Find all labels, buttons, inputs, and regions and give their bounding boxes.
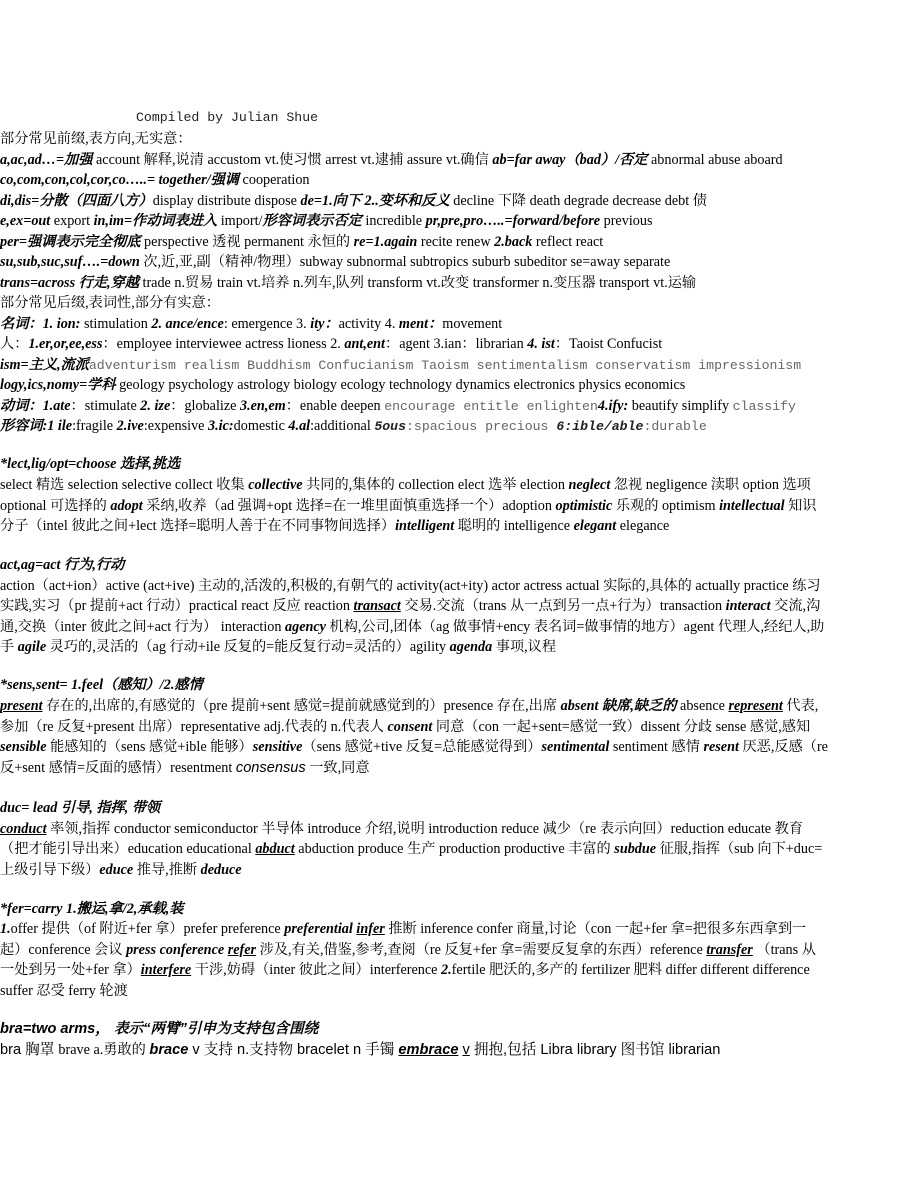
lect-text: 聪明的 intelligence	[454, 518, 574, 534]
prefix-examples: incredible	[361, 213, 426, 229]
duc-key-word: subdue	[614, 841, 657, 857]
section-heading-lect: *lect,lig/opt=choose 选择,挑选	[0, 456, 181, 472]
prefix-term: e,ex=out	[0, 213, 51, 229]
act-text: 手	[0, 639, 18, 655]
duc-text: 上级引导下级）	[0, 862, 100, 878]
prefix-term: in,im=作动词表进入	[93, 213, 218, 229]
prefix-examples: cooperation	[239, 172, 310, 188]
duc-text: 推导,推断	[133, 862, 201, 878]
prefix-heading: 部分常见前缀,表方向,无实意：	[0, 131, 192, 147]
act-text: 交易.交流（trans 从一点到另一点+行为）transaction	[400, 598, 726, 614]
act-key-word: transact	[353, 598, 401, 614]
bra-key-word: v	[462, 1042, 470, 1058]
suffix-term: 4. ist	[527, 336, 555, 352]
bra-text: v 支持 n.支持物 bracelet n 手镯	[188, 1042, 399, 1058]
suffix-term: 4.al	[288, 418, 311, 434]
fer-key-word: infer	[356, 921, 385, 937]
fer-key-word: refer	[227, 942, 257, 958]
prefix-line-per	[0, 232, 920, 252]
suffix-examples: beautify simplify	[628, 398, 733, 414]
act-text: 通,交换（inter 彼此之间+act 行为） interaction	[0, 619, 285, 635]
section-heading-fer: *fer=carry 1.搬运,拿/2,承载,装	[0, 901, 184, 917]
sens-text: sentiment 感情	[609, 739, 704, 755]
lect-key-word: elegant	[573, 518, 617, 534]
prefix-examples: export	[50, 213, 94, 229]
suffix-examples: :durable	[643, 419, 707, 434]
act-key-word: agency	[285, 619, 326, 635]
act-line	[0, 617, 920, 637]
act-line	[0, 637, 920, 657]
fer-key-word: 2.	[441, 962, 452, 978]
suffix-examples: encourage entitle enlighten	[384, 399, 598, 414]
lect-key-word: optimistic	[555, 498, 613, 514]
suffix-examples: ：employee interviewee actress lioness 2.	[102, 336, 345, 352]
sens-text: 反+sent 感情=反面的感情）resentment	[0, 760, 236, 776]
duc-text: abduction produce 生产 production productive 丰富的	[294, 841, 615, 857]
fer-text: fertile 肥沃的,多产的 fertilizer 肥料 differ different difference	[451, 962, 810, 978]
lect-text: 忽视 negligence 渎职 option 选项	[610, 477, 811, 493]
act-text: 实践,实习（pr 提前+act 行动）practical react 反应 reaction	[0, 598, 354, 614]
sens-text: 参加（re 反复+present 出席）representative adj.代表的 n.代表人	[0, 719, 388, 735]
prefix-line-a	[0, 150, 920, 170]
sens-line	[0, 737, 920, 757]
fer-line	[0, 960, 920, 980]
section-heading-act: act,ag=act 行为,行动	[0, 557, 125, 573]
suffix-term: ant,ent	[344, 336, 385, 352]
sens-text: 同意（con 一起+sent=感觉一致）dissent 分歧 sense 感觉,感知	[432, 719, 811, 735]
suffix-term: 形容词:1 ile	[0, 418, 73, 434]
prefix-line-trans	[0, 273, 920, 293]
lect-text: 知识	[784, 498, 817, 514]
sens-key-word: present	[0, 698, 43, 714]
duc-key-word: conduct	[0, 821, 47, 837]
duc-text: 率领,指挥 conductor semiconductor 半导体 introduce 介绍,说明 introduction reduce 减少（re 表示向回）reduction educate 教育	[46, 821, 804, 837]
suffix-term: 3.ic:	[208, 418, 234, 434]
suffix-term: 2. ize	[140, 398, 171, 414]
sens-text: 存在的,出席的,有感觉的（pre 提前+sent 感觉=提前就感觉到的）presence 存在,出席	[42, 698, 561, 714]
duc-key-word: deduce	[200, 862, 242, 878]
fer-key-word: preferential	[284, 921, 353, 937]
prefix-term: co,com,con,col,cor,co…..= together/强调	[0, 172, 239, 188]
bra-text: brave a.勇敢的	[58, 1042, 150, 1058]
fer-text: 推断 inference confer 商量,讨论（con 一起+fer 拿=把很多东西拿到一	[384, 921, 807, 937]
suffix-line-person	[0, 334, 920, 354]
sens-key-word: sentimental	[541, 739, 610, 755]
suffix-term: 4.ify:	[597, 398, 629, 414]
prefix-examples: decline 下降 death degrade decrease debt 债	[449, 193, 707, 209]
suffix-examples: stimulation	[80, 316, 152, 332]
prefix-term: per=强调表示完全彻底	[0, 234, 141, 250]
duc-key-word: educe	[99, 862, 134, 878]
suffix-examples: adventurism realism Buddhism Confucianism Taoism sentimentalism conservatism impressionism	[88, 358, 802, 373]
duc-line	[0, 839, 920, 859]
prefix-examples: display distribute dispose	[152, 193, 301, 209]
sens-text: 厌恶,反感（re	[738, 739, 828, 755]
prefix-line-di	[0, 191, 920, 211]
suffix-examples: :additional	[310, 418, 375, 434]
suffix-line-noun	[0, 314, 920, 334]
suffix-examples: domestic	[233, 418, 289, 434]
sens-text: absence	[676, 698, 729, 714]
lect-key-word: adopt	[110, 498, 143, 514]
prefix-term: de=1.向下 2..变坏和反义	[300, 193, 450, 209]
suffix-heading: 部分常见后缀,表词性,部分有实意：	[0, 295, 220, 311]
suffix-examples: ：Taoist Confucist	[554, 336, 663, 352]
bra-line	[0, 1040, 920, 1060]
sens-text: 能感知的（sens 感觉+ible 能够）	[46, 739, 253, 755]
prefix-examples: reflect react	[532, 234, 604, 250]
sens-key-word: sensitive	[252, 739, 303, 755]
bra-key-word: embrace	[398, 1042, 459, 1058]
compiled-by: Compiled by Julian Shue	[136, 110, 319, 125]
lect-text: 采纳,收养（ad 强调+opt 选择=在一堆里面慎重选择一个）adoption	[142, 498, 556, 514]
sens-key-word: consent	[387, 719, 433, 735]
sens-text: 一致,同意	[305, 760, 370, 776]
sens-line	[0, 696, 920, 716]
lect-text: select 精选 selection selective collect 收集	[0, 477, 249, 493]
sens-text: 代表,	[782, 698, 819, 714]
prefix-term: 2.back	[494, 234, 533, 250]
lect-text: elegance	[616, 518, 670, 534]
act-text: 交流,沟	[770, 598, 821, 614]
suffix-examples: : emergence 3.	[223, 316, 311, 332]
sens-line	[0, 758, 920, 778]
suffix-examples: ：globalize	[170, 398, 240, 414]
prefix-examples: previous	[600, 213, 653, 229]
prefix-term: 形容词表示否定	[262, 213, 362, 229]
lect-key-word: intellectual	[719, 498, 785, 514]
suffix-examples: ：stimulate	[70, 398, 141, 414]
prefix-examples: recite renew	[417, 234, 495, 250]
prefix-examples: trade n.贸易 train vt.培养 n.列车,队列 transform vt.改变 transformer n.变压器 transport vt.运输	[138, 275, 697, 291]
suffix-term: 1.er,or,ee,ess	[28, 336, 103, 352]
duc-line	[0, 819, 920, 839]
prefix-examples: 次,近,亚,副（精神/物理）subway subnormal subtropics suburb subeditor se=away separate	[139, 254, 671, 270]
suffix-term: ity：	[310, 316, 339, 332]
suffix-examples: 人：	[0, 336, 29, 352]
fer-line	[0, 919, 920, 939]
fer-text: suffer 忍受 ferry 轮渡	[0, 983, 128, 999]
suffix-term: ism=主义,流派	[0, 357, 89, 373]
sens-text: （sens 感觉+tive 反复=总能感觉得到）	[302, 739, 542, 755]
duc-text: 征服,指挥（sub 向下+duc=	[656, 841, 823, 857]
act-line	[0, 596, 920, 616]
duc-text: （把才能引导出来）education educational	[0, 841, 256, 857]
sens-key-word: resent	[703, 739, 739, 755]
suffix-term: 5ous	[374, 419, 406, 434]
prefix-line-e	[0, 211, 920, 231]
suffix-line-verb	[0, 396, 920, 417]
prefix-term: ab=far away（bad）/否定	[492, 152, 648, 168]
lect-text: optional 可选择的	[0, 498, 111, 514]
prefix-examples: account 解释,说清 accustom vt.使习惯 arrest vt.逮捕 assure vt.确信	[92, 152, 493, 168]
suffix-line-adj	[0, 416, 920, 437]
suffix-term: 2. ance/ence	[151, 316, 224, 332]
fer-text: 涉及,有关,借鉴,参考,查阅（re 反复+fer 拿=需要反复拿的东西）reference	[256, 942, 707, 958]
suffix-term: ment：	[398, 316, 443, 332]
prefix-term: di,dis=分散（四面八方）	[0, 193, 153, 209]
bra-text: bra 胸罩	[0, 1042, 59, 1058]
sens-key-word: represent	[728, 698, 783, 714]
fer-text: 起）conference 会议	[0, 942, 127, 958]
sens-key-word: sensible	[0, 739, 47, 755]
act-text: action（act+ion）active (act+ive) 主动的,活泼的,积极的,有朝气的 activity(act+ity) actor actress actual 实际的,具体的 actually practice 练习	[0, 578, 821, 594]
act-text: 灵巧的,灵活的（ag 行动+ile 反复的=能反复行动=灵活的）agility	[46, 639, 450, 655]
prefix-line-co	[0, 170, 920, 190]
bra-text: 拥抱,包括 Libra library 图书馆 librarian	[469, 1042, 721, 1058]
suffix-line-ism	[0, 355, 920, 376]
suffix-examples: movement	[442, 316, 503, 332]
suffix-examples: :expensive	[143, 418, 209, 434]
section-heading-duc: duc= lead 引导, 指挥, 带领	[0, 800, 161, 816]
fer-key-word: press conference	[126, 942, 225, 958]
act-text: 机构,公司,团体（ag 做事情+ency 表名词=做事情的地方）agent 代理人,经纪人,助	[325, 619, 825, 635]
section-heading-sens: *sens,sent= 1.feel（感知）/2.感情	[0, 677, 203, 693]
lect-line	[0, 496, 920, 516]
suffix-examples: ：agent 3.ian：librarian	[385, 336, 528, 352]
fer-key-word: 1.	[0, 921, 11, 937]
lect-text: 分子（intel 彼此之间+lect 选择=聪明人善于在不同事物间选择）	[0, 518, 396, 534]
suffix-term: 名词：1. ion:	[0, 316, 81, 332]
prefix-line-sub	[0, 252, 920, 272]
suffix-term: 2.ive	[116, 418, 144, 434]
suffix-examples: ：enable deepen	[285, 398, 385, 414]
fer-key-word: interfere	[140, 962, 192, 978]
act-key-word: agile	[17, 639, 47, 655]
prefix-examples: perspective 透视 permanent 永恒的	[140, 234, 354, 250]
lect-key-word: collective	[248, 477, 303, 493]
prefix-term: trans=across 行走,穿越	[0, 275, 139, 291]
fer-line	[0, 940, 920, 960]
fer-key-word: transfer	[706, 942, 753, 958]
prefix-examples: abnormal abuse aboard	[647, 152, 783, 168]
prefix-term: su,sub,suc,suf….=down	[0, 254, 140, 270]
lect-line	[0, 475, 920, 495]
act-key-word: interact	[725, 598, 771, 614]
fer-line	[0, 981, 920, 1001]
prefix-term: pr,pre,pro…..=forward/before	[425, 213, 601, 229]
suffix-term: logy,ics,nomy=学科	[0, 377, 116, 393]
act-key-word: agenda	[449, 639, 493, 655]
act-text: 事项,议程	[492, 639, 557, 655]
fer-text: （trans 从	[752, 942, 816, 958]
act-line	[0, 576, 920, 596]
prefix-examples: import/	[217, 213, 263, 229]
suffix-examples: :fragile	[72, 418, 117, 434]
fer-text: 干涉,妨碍（inter 彼此之间）interference	[191, 962, 442, 978]
suffix-examples: classify	[732, 399, 796, 414]
fer-text: 一处到另一处+fer 拿）	[0, 962, 141, 978]
sens-line	[0, 717, 920, 737]
bra-key-word: brace	[149, 1042, 189, 1058]
lect-key-word: intelligent	[395, 518, 455, 534]
lect-text: 共同的,集体的 collection elect 选举 election	[302, 477, 569, 493]
fer-text: offer 提供（of 附近+fer 拿）prefer preference	[10, 921, 285, 937]
lect-line	[0, 516, 920, 536]
prefix-term: a,ac,ad…=加强	[0, 152, 93, 168]
suffix-term: 6:ible/able	[556, 419, 644, 434]
suffix-examples: geology psychology astrology biology ecology technology dynamics electronics physics economics	[115, 377, 686, 393]
suffix-examples: :spacious precious	[406, 419, 557, 434]
sens-key-word: absent 缺席,缺乏的	[560, 698, 677, 714]
prefix-term: re=1.again	[353, 234, 418, 250]
suffix-examples: activity 4.	[338, 316, 399, 332]
duc-key-word: abduct	[255, 841, 295, 857]
suffix-term: 3.en,em	[239, 398, 286, 414]
lect-key-word: neglect	[568, 477, 611, 493]
suffix-line-logy	[0, 375, 920, 395]
lect-text: 乐观的 optimism	[612, 498, 720, 514]
suffix-term: 动词：1.ate	[0, 398, 71, 414]
sens-key-word: consensus	[235, 760, 306, 776]
section-heading-bra: bra=two arms， 表示“两臂”引申为支持包含围绕	[0, 1021, 319, 1037]
duc-line	[0, 860, 920, 880]
